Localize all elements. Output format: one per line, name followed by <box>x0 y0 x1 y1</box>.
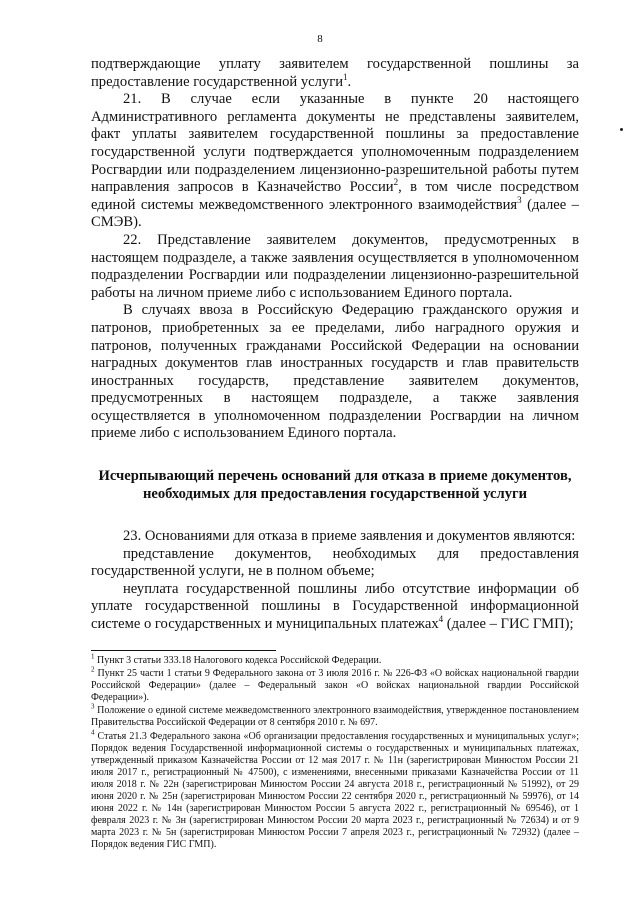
footnote-text: Пункт 3 статьи 333.18 Налогового кодекса Российской Федерации. <box>94 655 382 666</box>
footnote-number: 3 <box>91 703 95 712</box>
paragraph-text: 21. В случае если указанные в пункте 20 настоящего Административного регламента документы не представлены заявителем, факт уплаты заявителем государственной пошлины за предоставление государственной услуги подтверждается уполномоченным подразделением Росгвардии или подразделением лицензионно-разрешительной работы путем направления запросов в Казначейство России <box>91 91 579 196</box>
paragraph-23-item-b <box>91 581 579 634</box>
paragraph-21 <box>91 91 579 232</box>
footnote-divider <box>91 650 276 651</box>
page-number: 8 <box>317 33 323 45</box>
paragraph-text: (далее – ГИС ГМП); <box>443 616 574 633</box>
paragraph-text: (далее – СМЭВ). <box>91 196 579 231</box>
footnote-number: 1 <box>91 652 95 661</box>
footnote-4 <box>91 728 579 852</box>
footnote-ref: 4 <box>438 614 444 625</box>
paragraph-22-import: В случаях ввоза в Российскую Федерацию гражданского оружия и патронов, приобретенных за ее пределами, либо наградного оружия и патронов, полученных гражданами Российской Федерации на основании наградных документов глав иностранных государств и глав правительств иностранных государств, представление заявителем документов, предусмотренных в настоящем подразделе, а также заявления осуществляется в уполномоченном подразделении Росгвардии на личном приеме либо с использованием Единого портала. <box>91 302 579 442</box>
scan-speck <box>620 128 623 131</box>
footnote-3 <box>91 705 579 729</box>
footnote-number: 2 <box>91 665 95 674</box>
footnote-ref: 1 <box>343 71 348 82</box>
paragraph-text: неуплата государственной пошлины либо отсутствие информации об уплате государственной пошлины в Государственной информационной системе о государственных и муниципальных платежах <box>91 580 579 633</box>
paragraph-text: , в том числе посредством единой системы межведомственного электронного взаимодействия <box>91 179 579 213</box>
footnote-ref: 2 <box>393 177 399 188</box>
paragraph-22: 22. Представление заявителем документов, предусмотренных в настоящем подразделе, а также заявления осуществляется в уполномоченном подразделении Росгвардии или подразделении лицензионно-разрешительной работы на личном приеме либо с использованием Единого портала. <box>91 231 579 301</box>
footnote-number: 4 <box>91 728 95 737</box>
paragraph-23: 23. Основаниями для отказа в приеме заявления и документов являются: <box>123 528 576 545</box>
footnote-1 <box>91 652 579 667</box>
footnote-2 <box>91 665 579 704</box>
paragraph-continuation <box>91 56 579 91</box>
footnote-text: Статья 21.3 Федерального закона «Об организации предоставления государственных и муниципальных услуг»; Порядок ведения Государственной информационной системы о государственных и муниципальных платежах, утвержденный приказом Казначейства России от 12 мая 2017 г. № 11н (зарегистрирован Минюстом России 21 июля 2017 г., регистрационный № 47500), с изменениями, внесенными приказами Казначейства России от 11 июля 2018 г. № 22н (зарегистрирован Минюстом России 24 августа 2018 г., регистрационный № 51992), от 29 июня 2020 г. № 25н (зарегистрирован Минюстом России 22 сентября 2020 г., регистрационный № 59976), от 14 июня 2022 г. № 14н (зарегистрирован Минюстом России 5 августа 2022 г., регистрационный № 69546), от 1 февраля 2023 г. № 3н (зарегистрирован Минюстом России 20 марта 2023 г., регистрационный № 72634) и от 9 марта 2023 г. № 5н (зарегистрирован Минюстом России 7 апреля 2023 г., регистрационный № 72932) (далее – Порядок ведения ГИС ГМП). <box>91 730 579 851</box>
footnote-text: Пункт 25 части 1 статьи 9 Федерального закона от 3 июля 2016 г. № 226-ФЗ «О войсках национальной гвардии Российской Федерации» (далее – Федеральный закон «О войсках национальной гвардии Российской Федерации»). <box>91 668 579 704</box>
paragraph-text: подтверждающие уплату заявителем государственной пошлины за предоставление государственной услуги <box>91 56 579 90</box>
section-heading <box>91 467 579 503</box>
footnotes <box>91 650 579 853</box>
heading-line-2: необходимых для предоставления государственной услуги <box>142 486 528 503</box>
main-text <box>91 56 579 634</box>
heading-line-1: Исчерпывающий перечень оснований для отказа в приеме документов, <box>98 468 572 485</box>
footnote-ref: 3 <box>517 194 522 205</box>
paragraph-text: . <box>347 73 352 90</box>
footnote-text: Положение о единой системе межведомственного электронного взаимодействия, утвержденное постановлением Правительства Российской Федерации от 8 сентября 2010 г. № 697. <box>91 705 579 729</box>
paragraph-23-item-a: представление документов, необходимых для предоставления государственной услуги, не в полном объеме; <box>91 545 579 580</box>
